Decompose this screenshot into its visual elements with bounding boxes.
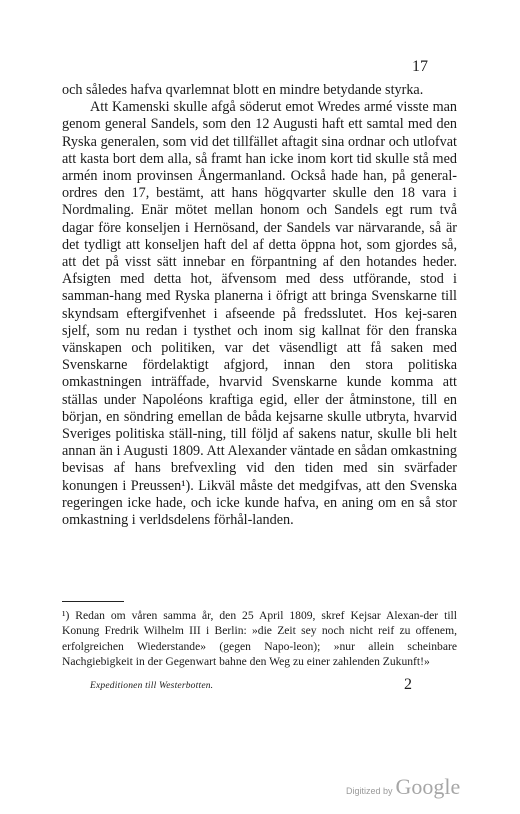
signature-number: 2 (404, 676, 412, 693)
google-logo: Google (395, 774, 461, 799)
paragraph: Att Kamenski skulle afgå söderut emot Wredes armé visste man genom general Sandels, som den 12 Augusti haft ett samtal med den Ryska generalen, som vid det tillfället aftagit sina ordnar och utlofvat att kasta bort dem alla, så framt han icke inom kort tid skulle stå med armén inom provinsen Ångermanland. Också hade han, på general-ordres den 17, bestämt, att hans högqvarter skulle den 18 vara i Nordmaling. Enär mötet mellan honom och Sandels egt rum två dagar före konseljen i Hernösand, der Sandels var närvarande, så är det tydligt att konseljen haft del af detta öppna hot, som gjordes så, att det på visst sätt innebar en förpantning af den hotandes heder. Afsigten med detta hot, äfvensom med dess utförande, stod i samman-hang med Ryska planerna i öfrigt att bringa Svenskarne till skyndsam eftergifvenhet i afseende på fredsslutet. Hos kej-saren sjelf, som nu redan i tysthet och inom sig kallnat för den franska vänskapen och politiken, var det väsendligt att få saken med Svenskarne fördelaktigt afgjord, innan den stora politiska omkastningen inträffade, hvarvid Svenskarne kunde komma att ställas under Napoléons kraftiga egid, eller der åtminstone, till en början, en söndring emellan de båda kejsarne skulle utbryta, hvarvid Sveriges politiska ställ-ning, till följd af sakens natur, skulle bli helt annan än i Augusti 1809. Att Alexander väntade en sådan omkastning bevisas af hans brefvexling vid den tiden med sin svärfader konungen i Preussen¹). Likväl måste det medgifvas, att den Svenska regeringen icke hade, och icke kunde hafva, en aning om en så stor omkastning i verldsdelens förhål-landen. (62, 99, 457, 529)
paragraph: och således hafva qvarlemnat blott en mindre betydande styrka. (62, 82, 424, 98)
google-watermark (346, 774, 460, 800)
footnote-rule (62, 601, 124, 602)
signature-mark: Expeditionen till Westerbotten. (90, 681, 214, 691)
footnote: ¹) Redan om våren samma år, den 25 April 1809, skref Kejsar Alexan-der till Konung Fredrik Wilhelm III i Berlin: »die Zeit sey noch nicht reif zu offenem, erfolgreichen Wiederstande» (gegen Napo-leon); »nur allein scheinbare Nachgiebigkeit in der Gegenwart bahne den Weg zu einer zahlenden Zukunft!» (62, 609, 457, 668)
watermark-prefix: Digitized by (346, 786, 393, 796)
body-text (62, 82, 457, 529)
page-number: 17 (412, 58, 428, 75)
